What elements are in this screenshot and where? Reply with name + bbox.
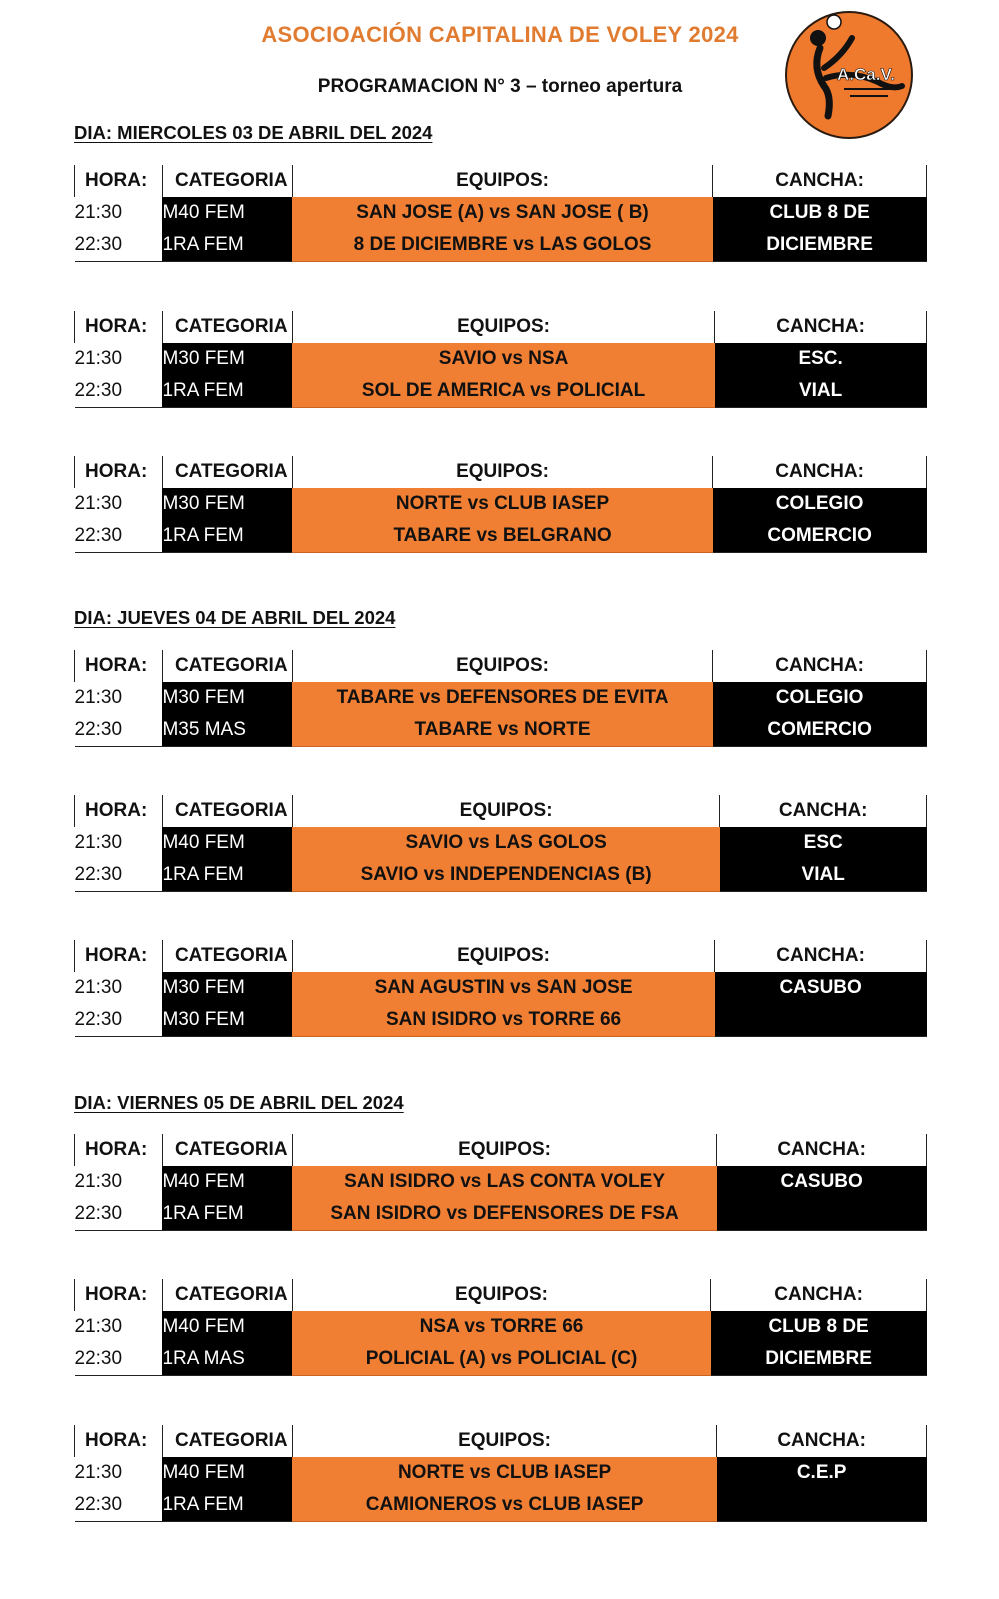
match-row <box>75 1343 927 1376</box>
cancha-header: CANCHA: <box>711 1279 927 1311</box>
hora-cell: 21:30 <box>74 1316 123 1337</box>
day-heading: DIA: JUEVES 04 DE ABRIL DEL 2024 <box>74 607 396 628</box>
equipos-header: EQUIPOS: <box>292 165 712 197</box>
hora-cell: 21:30 <box>74 1462 123 1483</box>
equipos-cell: NORTE vs CLUB IASEP <box>292 1457 716 1489</box>
categoria-header: CATEGORIA <box>162 311 292 343</box>
categoria-cell: 1RA MAS <box>162 1343 292 1376</box>
hora-cell: 22:30 <box>75 859 163 892</box>
categoria-cell: M35 MAS <box>162 714 292 747</box>
match-row <box>75 1489 927 1522</box>
equipos-cell: TABARE vs NORTE <box>292 714 712 747</box>
schedule-table <box>74 1279 927 1376</box>
hora-header: HORA: <box>75 1425 163 1457</box>
cancha-header: CANCHA: <box>717 1425 927 1457</box>
match-row <box>75 972 927 1004</box>
logo-text: A.Ca.V. <box>837 65 895 84</box>
categoria-cell: M30 FEM <box>162 682 292 714</box>
schedule-table <box>74 1134 927 1231</box>
hora-header: HORA: <box>75 940 163 972</box>
header-row <box>75 311 927 343</box>
cancha-header: CANCHA: <box>713 650 927 682</box>
hora-header: HORA: <box>75 795 163 827</box>
header-row <box>75 1279 927 1311</box>
schedule-table <box>74 311 927 408</box>
schedule-table <box>74 650 927 747</box>
schedule-table <box>74 1425 927 1522</box>
categoria-header: CATEGORIA <box>162 165 292 197</box>
equipos-cell: NORTE vs CLUB IASEP <box>292 488 712 520</box>
schedule-table <box>74 456 927 553</box>
match-row <box>75 682 927 714</box>
equipos-cell: 8 DE DICIEMBRE vs LAS GOLOS <box>292 229 712 262</box>
match-row <box>75 520 927 553</box>
cancha-cell: C.E.P <box>717 1457 927 1489</box>
match-row <box>75 1166 927 1198</box>
hora-cell: 21:30 <box>74 1171 123 1192</box>
cancha-header: CANCHA: <box>713 456 927 488</box>
match-row <box>75 488 927 520</box>
hora-cell: 22:30 <box>75 375 163 408</box>
match-row <box>75 859 927 892</box>
cancha-cell: VIAL <box>720 859 927 892</box>
categoria-header: CATEGORIA <box>162 650 292 682</box>
categoria-header: CATEGORIA <box>162 1425 292 1457</box>
match-row <box>75 1198 927 1231</box>
cancha-cell: VIAL <box>715 375 927 408</box>
acav-logo <box>782 8 916 142</box>
cancha-header: CANCHA: <box>715 940 927 972</box>
equipos-header: EQUIPOS: <box>292 311 714 343</box>
categoria-cell: 1RA FEM <box>162 859 292 892</box>
cancha-header: CANCHA: <box>713 165 927 197</box>
equipos-header: EQUIPOS: <box>292 456 712 488</box>
hora-header: HORA: <box>75 1279 163 1311</box>
cancha-cell: COMERCIO <box>713 714 927 747</box>
cancha-cell: DICIEMBRE <box>711 1343 927 1376</box>
header-row <box>75 1134 927 1166</box>
categoria-cell: M30 FEM <box>162 972 292 1004</box>
equipos-cell: SAN AGUSTIN vs SAN JOSE <box>292 972 714 1004</box>
categoria-header: CATEGORIA <box>162 456 292 488</box>
hora-header: HORA: <box>75 456 163 488</box>
categoria-header: CATEGORIA <box>162 1279 292 1311</box>
categoria-cell: M40 FEM <box>162 197 292 229</box>
hora-cell: 21:30 <box>74 687 123 708</box>
hora-cell: 21:30 <box>74 832 123 853</box>
equipos-cell: TABARE vs DEFENSORES DE EVITA <box>292 682 712 714</box>
match-row <box>75 1004 927 1037</box>
categoria-cell: M40 FEM <box>162 1457 292 1489</box>
categoria-cell: 1RA FEM <box>162 520 292 553</box>
equipos-cell: SAN ISIDRO vs TORRE 66 <box>292 1004 714 1037</box>
equipos-cell: SAVIO vs LAS GOLOS <box>292 827 720 859</box>
categoria-cell: 1RA FEM <box>162 375 292 408</box>
equipos-cell: SAN ISIDRO vs LAS CONTA VOLEY <box>292 1166 716 1198</box>
equipos-cell: SAVIO vs INDEPENDENCIAS (B) <box>292 859 720 892</box>
cancha-header: CANCHA: <box>717 1134 927 1166</box>
equipos-cell: CAMIONEROS vs CLUB IASEP <box>292 1489 716 1522</box>
equipos-header: EQUIPOS: <box>292 1279 710 1311</box>
categoria-cell: 1RA FEM <box>162 229 292 262</box>
equipos-cell: NSA vs TORRE 66 <box>292 1311 710 1343</box>
schedule-table <box>74 795 927 892</box>
match-row <box>75 197 927 229</box>
equipos-cell: SAN JOSE (A) vs SAN JOSE ( B) <box>292 197 712 229</box>
cancha-cell: CASUBO <box>717 1166 927 1198</box>
header-row <box>75 165 927 197</box>
match-row <box>75 714 927 747</box>
cancha-cell: CLUB 8 DE <box>711 1311 927 1343</box>
equipos-header: EQUIPOS: <box>292 650 712 682</box>
hora-cell: 22:30 <box>75 1004 163 1037</box>
categoria-cell: 1RA FEM <box>162 1198 292 1231</box>
hora-cell: 22:30 <box>75 1489 163 1522</box>
equipos-header: EQUIPOS: <box>292 1134 716 1166</box>
equipos-header: EQUIPOS: <box>292 1425 716 1457</box>
header-row <box>75 940 927 972</box>
page-title: ASOCIOACIÓN CAPITALINA DE VOLEY 2024 <box>261 22 739 47</box>
hora-cell: 22:30 <box>75 1343 163 1376</box>
hora-cell: 21:30 <box>74 493 123 514</box>
hora-cell: 21:30 <box>74 202 123 223</box>
categoria-cell: M40 FEM <box>162 827 292 859</box>
schedule-table <box>74 165 927 262</box>
cancha-cell: COLEGIO <box>713 682 927 714</box>
cancha-cell: COMERCIO <box>713 520 927 553</box>
categoria-cell: M40 FEM <box>162 1166 292 1198</box>
categoria-cell: 1RA FEM <box>162 1489 292 1522</box>
equipos-cell: TABARE vs BELGRANO <box>292 520 712 553</box>
categoria-cell: M30 FEM <box>162 1004 292 1037</box>
hora-cell: 22:30 <box>75 1198 163 1231</box>
hora-cell: 22:30 <box>75 229 163 262</box>
day-heading: DIA: MIERCOLES 03 DE ABRIL DEL 2024 <box>74 122 433 143</box>
header-row <box>75 456 927 488</box>
cancha-cell: COLEGIO <box>713 488 927 520</box>
equipos-cell: SOL DE AMERICA vs POLICIAL <box>292 375 714 408</box>
categoria-header: CATEGORIA <box>162 940 292 972</box>
cancha-cell <box>715 1004 927 1037</box>
cancha-cell <box>717 1489 927 1522</box>
header-row <box>75 1425 927 1457</box>
header-row <box>75 795 927 827</box>
hora-cell: 21:30 <box>74 977 123 998</box>
hora-header: HORA: <box>75 311 163 343</box>
categoria-header: CATEGORIA <box>162 795 292 827</box>
equipos-header: EQUIPOS: <box>292 795 720 827</box>
hora-cell: 21:30 <box>74 348 123 369</box>
cancha-cell: ESC <box>720 827 927 859</box>
match-row <box>75 827 927 859</box>
page-subtitle: PROGRAMACION N° 3 – torneo apertura <box>317 76 683 97</box>
cancha-cell: DICIEMBRE <box>713 229 927 262</box>
equipos-cell: SAN ISIDRO vs DEFENSORES DE FSA <box>292 1198 716 1231</box>
cancha-cell: CASUBO <box>715 972 927 1004</box>
hora-header: HORA: <box>75 165 163 197</box>
equipos-header: EQUIPOS: <box>292 940 714 972</box>
categoria-cell: M30 FEM <box>162 488 292 520</box>
categoria-cell: M30 FEM <box>162 343 292 375</box>
match-row <box>75 343 927 375</box>
equipos-cell: SAVIO vs NSA <box>292 343 714 375</box>
cancha-cell: CLUB 8 DE <box>713 197 927 229</box>
cancha-header: CANCHA: <box>715 311 927 343</box>
equipos-cell: POLICIAL (A) vs POLICIAL (C) <box>292 1343 710 1376</box>
match-row <box>75 375 927 408</box>
categoria-cell: M40 FEM <box>162 1311 292 1343</box>
match-row <box>75 1311 927 1343</box>
match-row <box>75 229 927 262</box>
hora-header: HORA: <box>75 650 163 682</box>
cancha-cell: ESC. <box>715 343 927 375</box>
hora-cell: 22:30 <box>75 520 163 553</box>
cancha-cell <box>717 1198 927 1231</box>
schedule-table <box>74 940 927 1037</box>
cancha-header: CANCHA: <box>720 795 927 827</box>
header-row <box>75 650 927 682</box>
day-heading: DIA: VIERNES 05 DE ABRIL DEL 2024 <box>74 1092 404 1113</box>
categoria-header: CATEGORIA <box>162 1134 292 1166</box>
hora-header: HORA: <box>75 1134 163 1166</box>
match-row <box>75 1457 927 1489</box>
hora-cell: 22:30 <box>75 714 163 747</box>
